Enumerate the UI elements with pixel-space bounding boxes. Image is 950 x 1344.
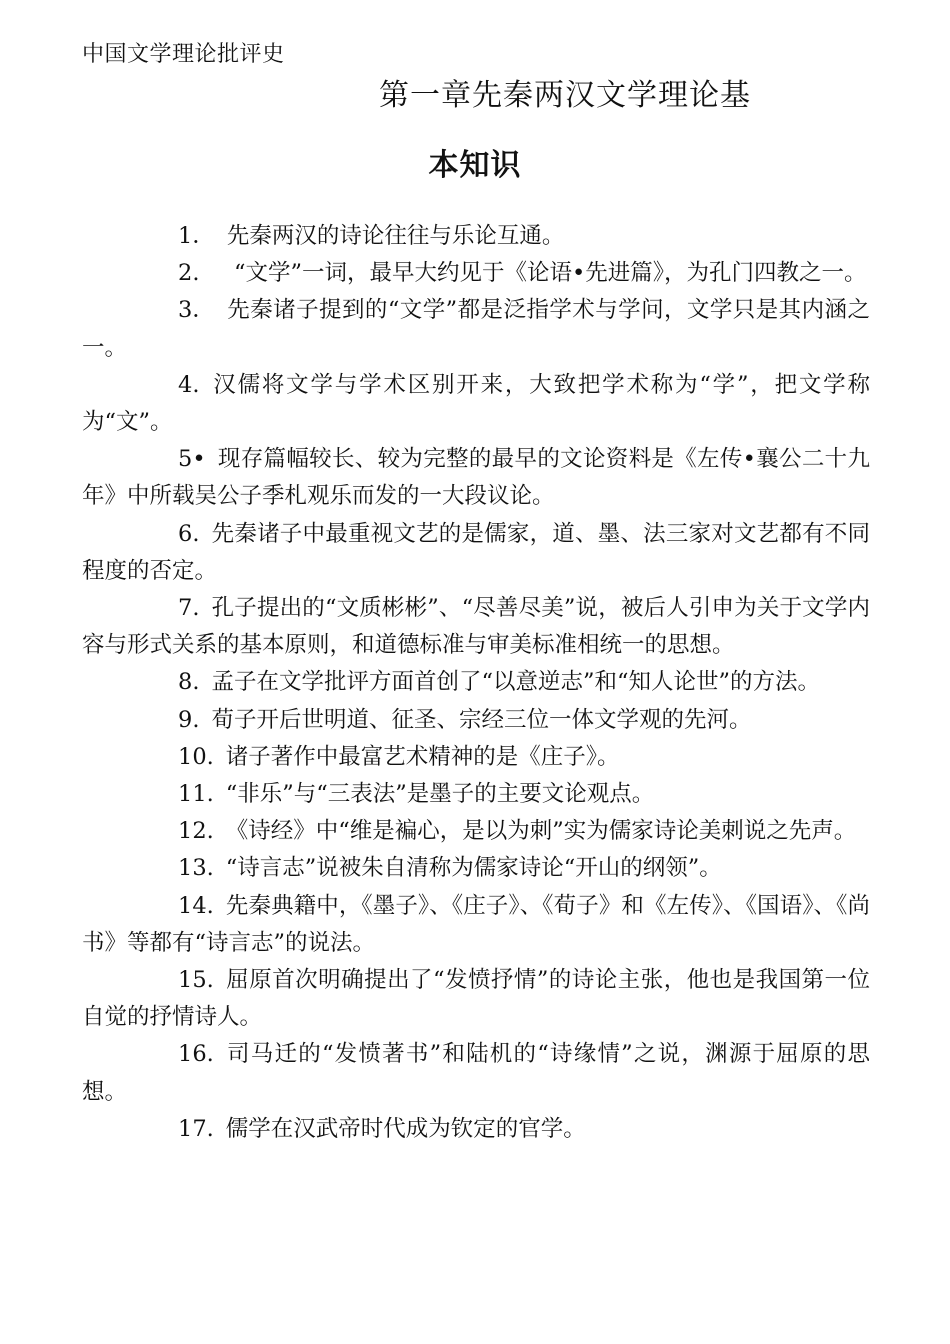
item-number: 15. bbox=[178, 967, 214, 994]
item-number: 17. bbox=[178, 1115, 214, 1142]
list-item bbox=[82, 590, 870, 664]
item-text: 诸子著作中最富艺术精神的是《庄子》。 bbox=[225, 743, 620, 770]
list-item bbox=[82, 218, 870, 255]
list-item bbox=[82, 255, 870, 292]
item-text: 《诗经》中“维是褊心，是以为刺”实为儒家诗论美刺说之先声。 bbox=[225, 818, 857, 845]
item-number: 3． bbox=[178, 297, 215, 324]
chapter-title-line-2: 本知识 bbox=[428, 148, 522, 183]
chapter-title-line-1: 第一章先秦两汉文学理论基 bbox=[379, 78, 751, 113]
item-text: “文学”一词，最早大约见于《论语•先进篇》，为孔门四教之一。 bbox=[211, 260, 867, 287]
list-item bbox=[82, 962, 870, 1036]
knowledge-list bbox=[82, 218, 870, 1148]
item-number: 6. bbox=[178, 520, 200, 547]
item-text: 先秦两汉的诗论往往与乐论互通。 bbox=[226, 223, 565, 249]
item-number: 9. bbox=[178, 706, 200, 733]
item-number: 4. bbox=[178, 371, 200, 398]
list-item bbox=[82, 1036, 870, 1110]
item-text: 儒学在汉武帝时代成为钦定的官学。 bbox=[225, 1115, 586, 1142]
item-number: 7. bbox=[178, 595, 200, 622]
list-item bbox=[82, 888, 870, 962]
item-number: 16. bbox=[178, 1041, 214, 1068]
item-number: 1． bbox=[178, 223, 215, 249]
item-text: 先秦诸子提到的“文学”都是泛指学术与学问，文学只是其内涵之一。 bbox=[82, 297, 870, 361]
item-number: 14. bbox=[178, 892, 214, 919]
item-text: 先秦典籍中，《墨子》、《庄子》、《荀子》和《左传》、《国语》、《尚书》等都有“诗言志”的说法。 bbox=[82, 892, 870, 956]
item-number: 10. bbox=[178, 743, 214, 770]
item-number: 2. bbox=[178, 260, 200, 287]
item-text: 汉儒将文学与学术区别开来，大致把学术称为“学”，把文学称为“文”。 bbox=[82, 371, 870, 436]
list-item bbox=[82, 516, 870, 590]
item-number: 13. bbox=[178, 855, 214, 882]
item-number: 11. bbox=[178, 781, 214, 808]
list-item bbox=[82, 776, 870, 813]
item-number: 12. bbox=[178, 818, 214, 845]
item-text: “诗言志”说被朱自清称为儒家诗论“开山的纲领”。 bbox=[225, 855, 722, 882]
item-text: 荀子开后世明道、征圣、宗经三位一体文学观的先河。 bbox=[211, 706, 752, 733]
item-number: 8. bbox=[178, 669, 200, 696]
list-item bbox=[82, 1111, 870, 1148]
item-text: 孟子在文学批评方面首创了“以意逆志”和“知人论世”的方法。 bbox=[211, 669, 820, 696]
item-number: 5• bbox=[178, 446, 206, 473]
item-text: 屈原首次明确提出了“发愤抒情”的诗论主张，他也是我国第一位自觉的抒情诗人。 bbox=[82, 967, 870, 1031]
item-text: 司马迁的“发愤著书”和陆机的“诗缘情”之说，渊源于屈原的思想。 bbox=[82, 1041, 870, 1105]
list-item bbox=[82, 664, 870, 701]
list-item bbox=[82, 292, 870, 366]
running-header: 中国文学理论批评史 bbox=[82, 42, 285, 67]
list-item bbox=[82, 441, 870, 515]
item-text: 孔子提出的“文质彬彬”、“尽善尽美”说，被后人引申为关于文学内容与形式关系的基本原则，和道德标准与审美标准相统一的思想。 bbox=[82, 595, 870, 659]
list-item bbox=[82, 739, 870, 776]
list-item bbox=[82, 367, 870, 441]
list-item bbox=[82, 850, 870, 887]
list-item bbox=[82, 813, 870, 850]
item-text: “非乐”与“三表法”是墨子的主要文论观点。 bbox=[225, 781, 655, 808]
list-item bbox=[82, 702, 870, 739]
item-text: 先秦诸子中最重视文艺的是儒家，道、墨、法三家对文艺都有不同程度的否定。 bbox=[82, 520, 870, 584]
item-text: 现存篇幅较长、较为完整的最早的文论资料是《左传•襄公二十九年》中所载吴公子季札观乐而发的一大段议论。 bbox=[82, 446, 870, 510]
